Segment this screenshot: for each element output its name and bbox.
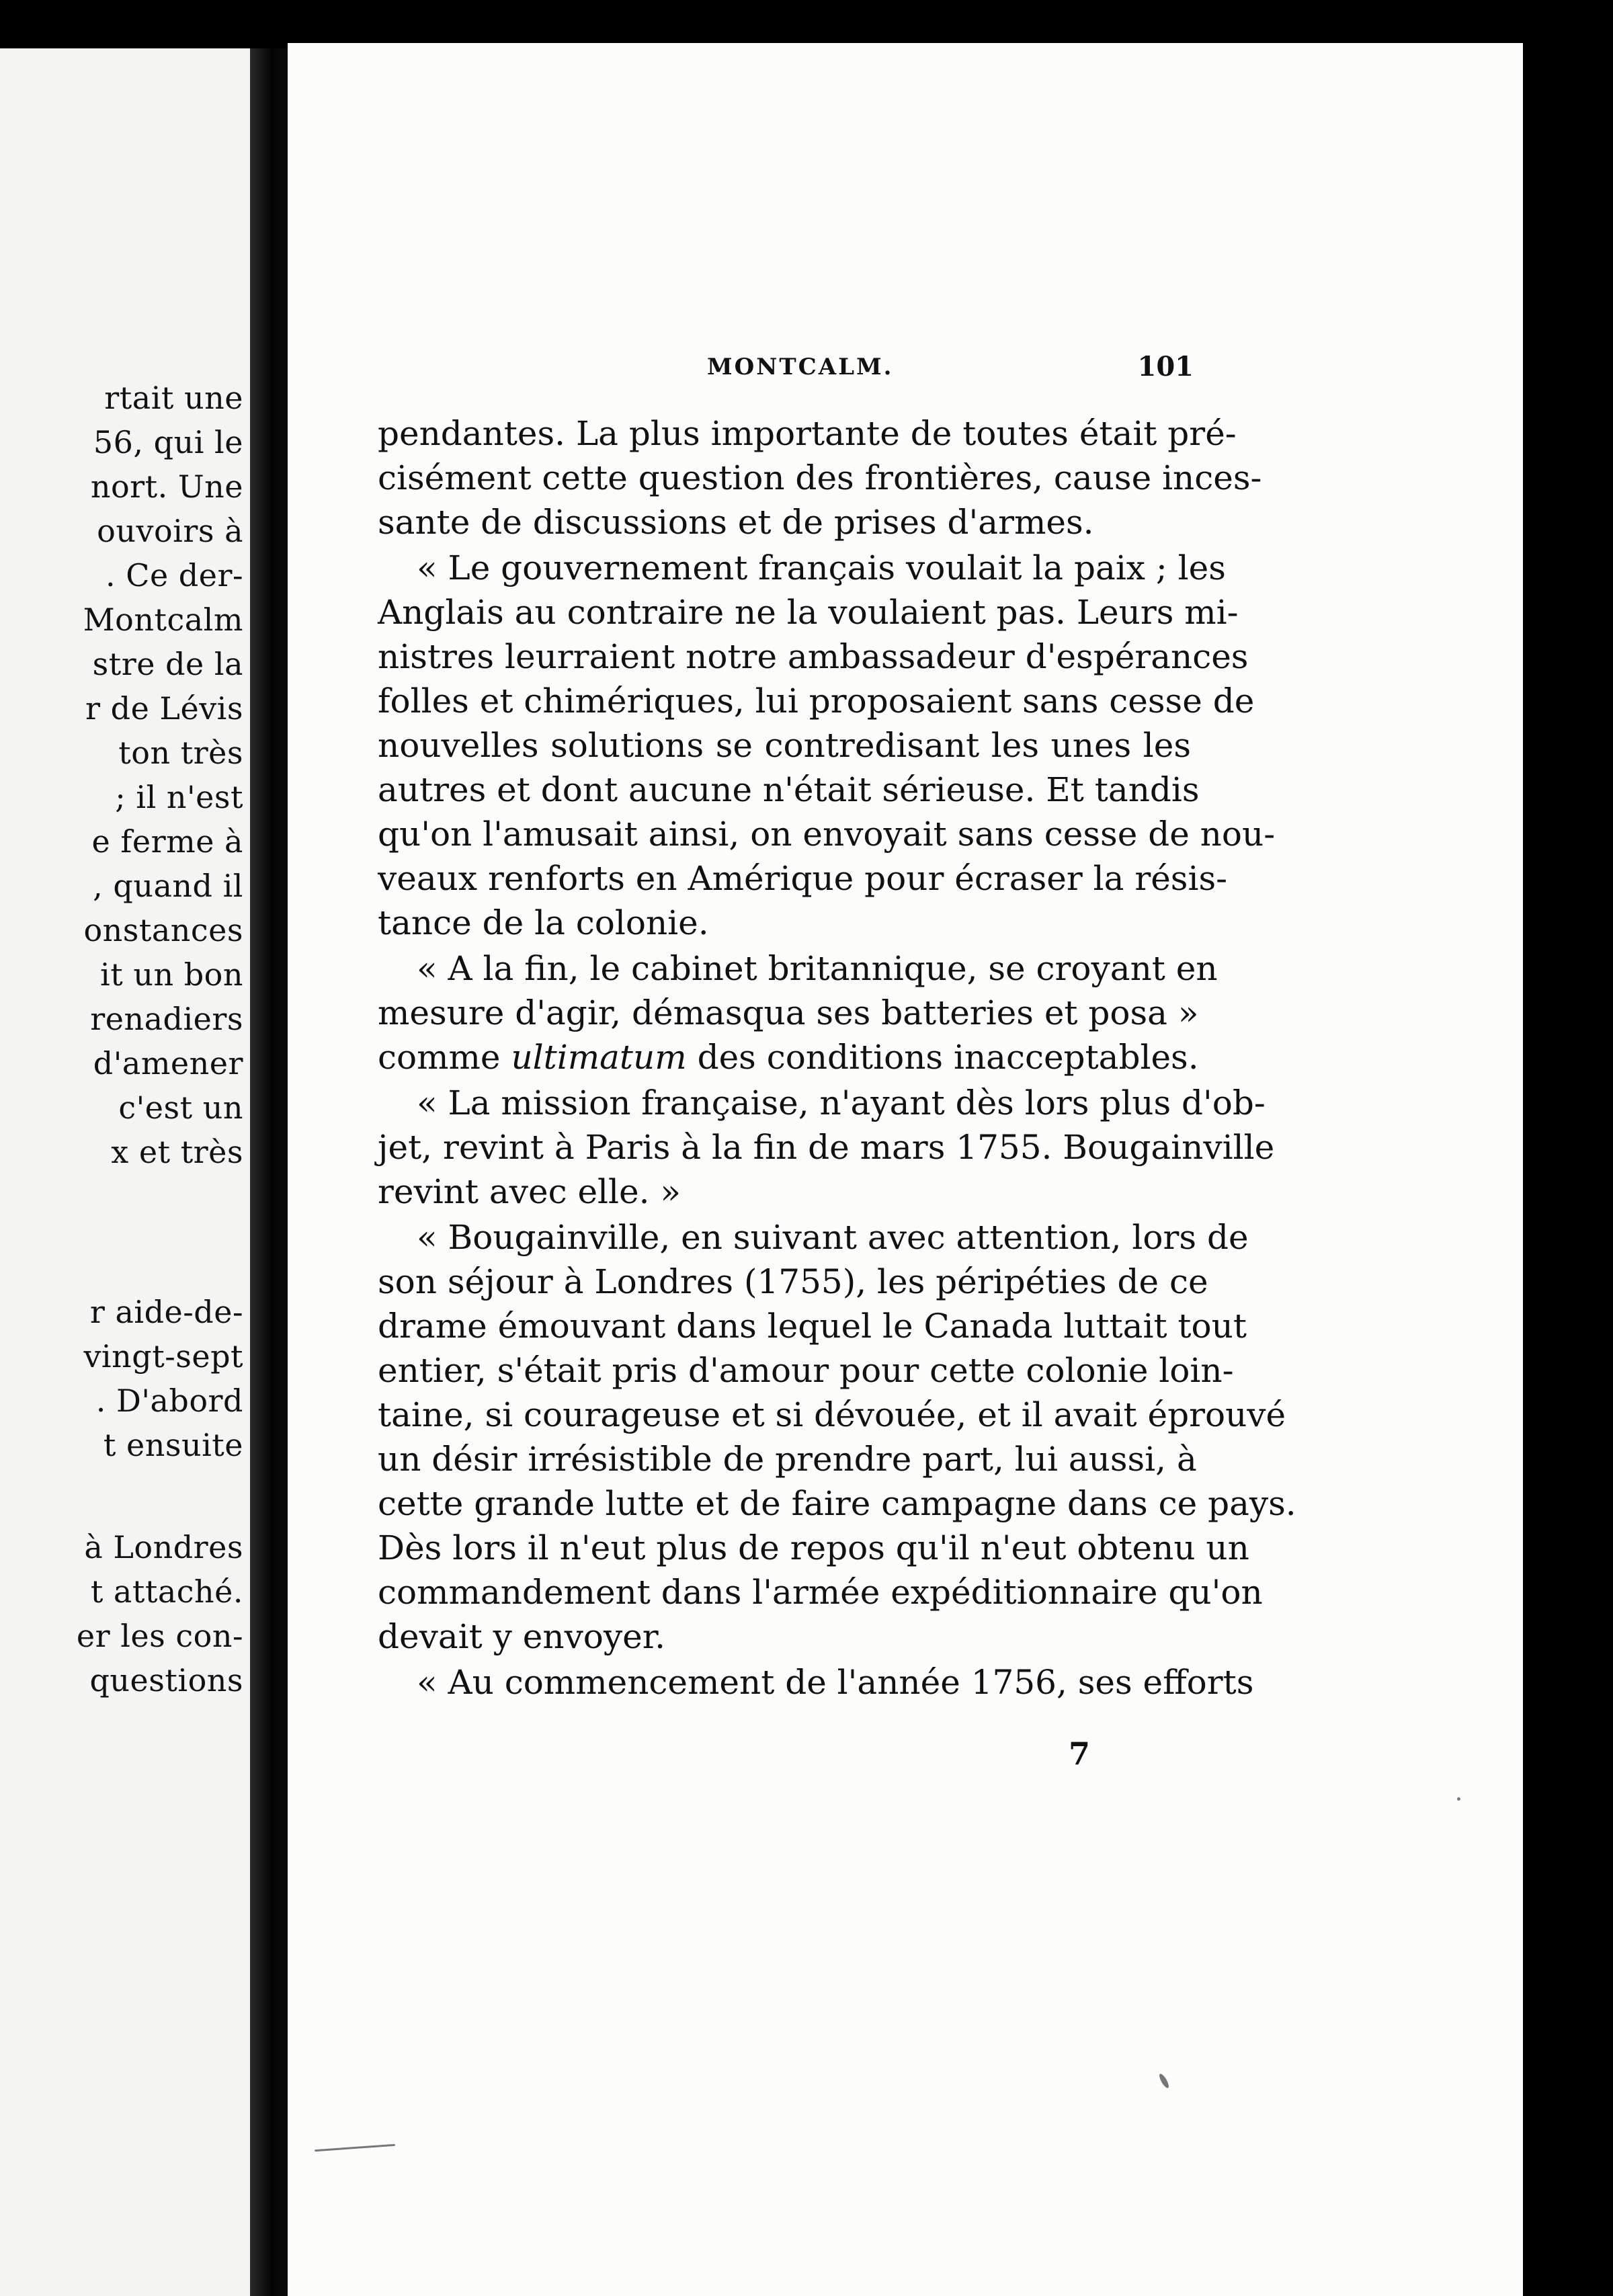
text-line: tance de la colonie. (378, 903, 709, 942)
left-line: er les con- (76, 1618, 243, 1654)
left-line: . D'abord (95, 1383, 243, 1419)
signature-mark: 7 (1069, 1735, 1091, 1772)
text-line: « Bougainville, en suivant avec attention, lors de (417, 1218, 1249, 1257)
text-line: veaux renforts en Amérique pour écraser la résis- (378, 859, 1228, 898)
left-line: , quand il (93, 868, 243, 904)
text-line: entier, s'était pris d'amour pour cette colonie loin- (378, 1351, 1234, 1390)
italic-term: ultimatum (511, 1038, 687, 1077)
left-line: rtait une (104, 380, 243, 416)
text-line: commandement dans l'armée expéditionnaire qu'on (378, 1573, 1263, 1612)
text-line: un désir irrésistible de prendre part, lui aussi, à (378, 1440, 1197, 1479)
text-fragment: des conditions inacceptables. (697, 1038, 1199, 1077)
paper-blemish (315, 2144, 395, 2151)
left-line: t ensuite (103, 1427, 243, 1463)
left-line: ton très (118, 735, 243, 771)
left-line: c'est un (118, 1090, 243, 1126)
left-line: ouvoirs à (97, 513, 243, 549)
text-line: « A la fin, le cabinet britannique, se croyant en (417, 949, 1218, 988)
left-line: e ferme à (91, 823, 243, 860)
left-line: à Londres (84, 1529, 243, 1565)
text-line: Dès lors il n'eut plus de repos qu'il n'eut obtenu un (378, 1528, 1249, 1567)
text-line: devait y envoyer. (378, 1617, 666, 1656)
left-line: r de Lévis (85, 690, 243, 727)
text-line: taine, si courageuse et si dévouée, et il avait éprouvé (378, 1395, 1286, 1434)
left-line: renadiers (90, 1001, 243, 1037)
text-line: mesure d'agir, démasqua ses batteries et posa » (378, 993, 1199, 1032)
left-line: nort. Une (90, 468, 243, 505)
text-line: Anglais au contraire ne la voulaient pas. Leurs mi- (378, 593, 1239, 632)
left-line: questions (89, 1662, 243, 1698)
text-line: son séjour à Londres (1755), les péripéties de ce (378, 1262, 1208, 1301)
paper-blemish (1457, 1797, 1460, 1801)
text-line: « Le gouvernement français voulait la paix ; les (417, 548, 1226, 587)
scan-border (1523, 43, 1613, 2296)
text-line: autres et dont aucune n'était sérieuse. Et tandis (378, 770, 1200, 809)
left-line: Montcalm (83, 602, 243, 638)
page-header (418, 348, 1194, 395)
left-line: vingt-sept (83, 1338, 243, 1375)
left-line: 56, qui le (93, 424, 243, 460)
text-line: jet, revint à Paris à la fin de mars 1755. Bougainville (378, 1128, 1275, 1167)
text-line: revint avec elle. » (378, 1172, 681, 1211)
text-fragment: comme (378, 1038, 501, 1077)
text-line: nistres leurraient notre ambassadeur d'espérances (378, 637, 1249, 676)
left-line: x et très (111, 1134, 243, 1170)
text-line: « La mission française, n'ayant dès lors plus d'ob- (417, 1083, 1266, 1122)
text-line (378, 1035, 1199, 1079)
left-line: . Ce der- (106, 557, 243, 593)
text-line: nouvelles solutions se contredisant les unes les (378, 726, 1191, 765)
text-line: pendantes. La plus importante de toutes était pré- (378, 414, 1237, 453)
left-line: it un bon (100, 956, 243, 993)
text-line: « Au commencement de l'année 1756, ses efforts (417, 1663, 1254, 1702)
text-line: sante de discussions et de prises d'armes. (378, 503, 1094, 542)
text-line: folles et chimériques, lui proposaient sans cesse de (378, 682, 1255, 721)
book-gutter (250, 48, 288, 2296)
text-line: qu'on l'amusait ainsi, on envoyait sans cesse de nou- (378, 815, 1276, 854)
left-line: ; il n'est (115, 779, 243, 815)
left-line: onstances (83, 912, 243, 948)
paper-blemish (1158, 2073, 1171, 2090)
left-line: d'amener (93, 1045, 243, 1081)
left-line: t attaché. (90, 1573, 243, 1610)
text-line: cisément cette question des frontières, cause inces- (378, 458, 1262, 497)
running-head: MONTCALM. (707, 354, 894, 380)
text-line: cette grande lutte et de faire campagne dans ce pays. (378, 1484, 1296, 1523)
page-number: 101 (1137, 351, 1194, 382)
left-line: stre de la (92, 646, 243, 682)
previous-page-fragment (0, 48, 250, 2296)
left-line: r aide-de- (89, 1294, 243, 1330)
text-line: drame émouvant dans lequel le Canada luttait tout (378, 1307, 1247, 1346)
